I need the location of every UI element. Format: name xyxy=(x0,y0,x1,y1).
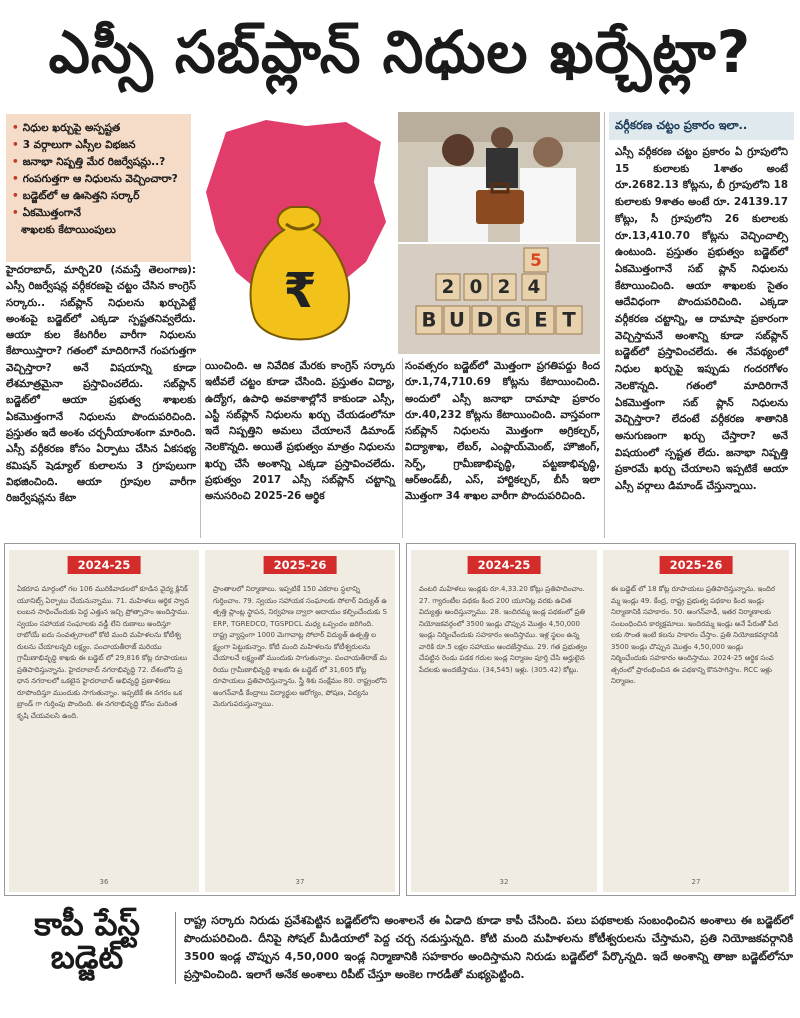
bullet-icon: • xyxy=(12,190,19,202)
budget-year-tag: 2025-26 xyxy=(264,556,337,574)
year-digit-block xyxy=(522,274,546,300)
article-column-3: సంవత్సరం బడ్జెట్‌లో మొత్తంగా ప్రగతిపద్దు కింద రూ.1,74,710.69 కోట్లను కేటాయించింది. అందులో ఎస్సీ జనాభా దామాషా ప్రకారం రూ.40,232 కోట్లను కేటాయించింది. వాస్తవంగా సబ్‌ప్లాన్ నిధులను మొత్తంగా అగ్రికల్చర్, విద్యాశాఖ, లేబర్, ఎంప్లాయ్‌మెంట్, హౌజింగ్, సెర్ప్, గ్రామీణాభివృద్ధి, పట్టణాభివృద్ధి, ఆర్అండ్‌బీ, ఎస్, హార్టికల్చర్, బీసీ ఇలా మొత్తంగా 34 శాఖల వారీగా పొందుపరిచింది. xyxy=(405,360,600,503)
budget-doc-page xyxy=(411,550,597,892)
budget-year-tag: 2024-25 xyxy=(68,556,141,574)
svg-text:0: 0 xyxy=(469,277,483,299)
page-number: 27 xyxy=(691,878,701,886)
budget-doc-comparison-left xyxy=(4,543,400,896)
page-number: 37 xyxy=(295,878,305,886)
bullet-icon: • xyxy=(12,173,19,185)
year-digit-block xyxy=(492,274,516,300)
bullet-icon: • xyxy=(12,207,19,219)
svg-text:U: U xyxy=(449,308,465,332)
budget-blocks-icon xyxy=(398,244,600,354)
budget-letter-block xyxy=(528,306,554,334)
key-point-continued xyxy=(12,222,185,239)
page-number: 36 xyxy=(99,878,109,886)
svg-text:B: B xyxy=(421,308,437,332)
budget-2025-blocks-image xyxy=(398,244,600,354)
article-column-1: హైదరాబాద్, మార్చి20 (నమస్తే తెలంగాణ): ఎస్సీ రిజర్వేషన్ల వర్గీకరణపై చట్టం చేసిన కాంగ్రెస్ సర్కారు.. సబ్‌ప్లాన్ నిధులను ఖర్చుపెట్టే అంశంపై బడ్జెట్‌లో ఎక్కడా స్పష్టతనివ్వలేదు. ఆయా కుల కేటగిరీల వారీగా నిధులను కేటాయిస్తారా? గతంలో మాదిరిగానే గంపగుత్తగా వెచ్చిస్తారా? అనే విషయాన్ని కూడా లేశమాత్రమైనా ప్రస్తావించలేదు. సబ్‌ప్లాన్ బడ్జెట్‌లో ఆయా ప్రభుత్వ శాఖలకు ఏకమొత్తంగానే నిధులను పొందుపరిచింది. ప్రస్తుతం ఇదే అంశం చర్చనీయాంశంగా మారింది. ఎస్సీ వర్గీకరణ కోసం ఏర్పాటు చేసిన ఏకసభ్య కమిషన్ షెడ్యూల్ కులాలను 3 గ్రూపులుగా విభజించింది. ఆయా గ్రూపుల వారీగా రిజర్వేషన్లను కేటా xyxy=(6,264,196,505)
key-point xyxy=(12,171,185,188)
key-point-text: బడ్జెట్‌లో ఆ ఊసెత్తని సర్కార్ xyxy=(22,190,140,202)
key-point xyxy=(12,120,185,137)
svg-text:2: 2 xyxy=(441,277,455,299)
bullet-icon: • xyxy=(12,139,19,151)
copy-paste-budget-title xyxy=(6,905,168,1008)
budget-letter-block xyxy=(444,306,470,334)
svg-text:5: 5 xyxy=(530,249,542,270)
article-column-2: యించింది. ఆ నివేదిక మేరకు కాంగ్రెస్ సర్కారు ఇటీవలే చట్టం కూడా చేసింది. ప్రస్తుతం విద్యా, ఉద్యోగ, ఉపాధి అవకాశాల్లోనే కాకుండా ఎస్సీ, ఎస్టీ సబ్‌ప్లాన్ నిధులను ఖర్చు చేయడంలోనూ ఇదే నిష్పత్తిని అమలు చేయాలనే డిమాండ్ నెలకొన్నది. అయితే ప్రభుత్వం మాత్రం నిధులను ఖర్చు చేసే అంశాన్ని ఎక్కడా ప్రస్తావించలేదు. ప్రభుత్వం 2017 ఎస్సీ సబ్‌ప్లాన్ చట్టాన్ని అనుసరించి 2025-26 ఆర్థిక xyxy=(205,360,395,503)
budget-letter-block xyxy=(472,306,498,334)
budget-doc-page xyxy=(603,550,789,892)
budget-letter-block xyxy=(556,306,582,334)
svg-text:4: 4 xyxy=(527,277,541,299)
key-point-text: శాఖలకు కేటాయింపులు xyxy=(21,224,116,236)
copy-paste-title-line: బడ్జెట్ xyxy=(50,938,124,976)
key-point-text: 3 వర్గాలుగా ఎస్సీల విభజన xyxy=(22,139,136,151)
column-divider xyxy=(604,112,605,538)
column-divider xyxy=(200,358,201,538)
budget-doc-text: వంటరి మహిళలు ఇండ్లకు రూ.4,33.20 కోట్లు ప్రతిపాదించాం. 27. గ్యారంటీల పథకం కింద 200 యూనిట్ల వరకు ఉచిత విద్యుత్తు అందిస్తున్నాము. 28. ఇందిరమ్మ ఇండ్ల పథకంలో ప్రతి నియోజకవర్గంలో 3500 ఇండ్లు చొప్పున మొత్తం 4,50,000 ఇండ్లు నిర్మించేందుకు సహకారం అందిస్తాము. ఇళ్ల స్థలం ఉన్న వారికి రూ.5 లక్షల సహాయం అందజేస్తాము. 29. గత ప్రభుత్వం చేపట్టిన రెండు పడక గదుల ఇండ్ల నిర్మాణం పూర్తి చేసి అర్హులైన పేదలకు అందజేస్తాము. (34,545) ఇళ్లు. (305.42) కోట్లు. xyxy=(419,585,588,674)
budget-doc-page xyxy=(9,550,199,892)
budget-doc-page xyxy=(205,550,395,892)
map-illustration-icon xyxy=(196,112,398,354)
year-digit-block xyxy=(464,274,488,300)
year-digit-block xyxy=(524,248,548,272)
key-points-box xyxy=(6,114,191,262)
key-point xyxy=(12,137,185,154)
leaders-budget-photo xyxy=(398,112,600,242)
svg-text:E: E xyxy=(534,308,548,332)
key-point-text: ఏకమొత్తంగానే xyxy=(22,207,81,219)
key-point-text: నిధుల ఖర్చుపై అస్పష్టత xyxy=(22,122,121,134)
bullet-icon: • xyxy=(12,156,19,168)
column-divider xyxy=(402,358,403,538)
telangana-map-money-bag-illustration xyxy=(196,112,398,354)
year-digit-block xyxy=(436,274,460,300)
copy-paste-budget-text: రాష్ట్ర సర్కారు నిరుడు ప్రవేశపెట్టిన బడ్జెట్‌లోని అంశాలనే ఈ ఏడాది కూడా కాపీ చేసింది. పలు పథకాలకు సంబంధించిన అంశాలు ఈ బడ్జెట్‌లో పొందుపరిచింది. దీనిపై సోషల్ మీడియాలో పెద్ద చర్చ నడుస్తున్నది. కోటి మంది మహిళలను కోటీశ్వరులను చేస్తామని, ప్రతి నియోజకవర్గానికి 3500 ఇండ్ల చొప్పున 4,50,000 ఇండ్ల నిర్మాణానికి సహకారం అందిస్తామని నిరుడు బడ్జెట్‌లో పేర్కొన్నది. ఇదే అంశాన్ని తాజా బడ్జెట్‌లోనూ ప్రస్తావించింది. ఇలాగే అనేక అంశాలు రిపీట్ చేస్తూ అంకెల గారడీతో మభ్యపెట్టింది. xyxy=(175,912,793,984)
sidebar-body: ఎస్సీ వర్గీకరణ చట్టం ప్రకారం ఏ గ్రూపులోని 15 కులాలకు 1శాతం అంటే రూ.2682.13 కోట్లను, బీ గ్రూపులోని 18 కులాలకు 9శాతం అంటే రూ. 24139.17 కోట్లు, సీ గ్రూపులోని 26 కులాలకు రూ.13,410.70 కోట్లను వెచ్చించాల్సి ఉంటుంది. ప్రస్తుతం ప్రభుత్వం బడ్జెట్‌లో ఏకమొత్తంగానే సబ్ ప్లాన్ నిధులను కేటాయించింది. ఆయా శాఖలకు సైతం ఆదేవిధంగా పొందుపరిచింది. ఎక్కడా వర్గీకరణ చట్టాన్ని, ఆ దామాషా ప్రకారంగా వెచ్చిస్తామనే అంశాన్ని కూడా సబ్‌ప్లాన్ బడ్జెట్‌లో ప్రస్తావించలేదు. ఈ నేపథ్యంలో నిధుల ఖర్చుపై ఇప్పుడు గందరగోళం నెలకొన్నది. గతంలో మాదిరిగానే ఏకమొత్తంగా సబ్ ప్లాన్ నిధులను వెచ్చిస్తారా? లేదంటే వర్గీకరణ శాతానికి అనుగుణంగా ఖర్చు చేస్తారా? అనే విషయంలో స్పష్టత లేదు. జనాభా నిష్పత్తి ప్రకారమే ఖర్చు చేయాలని ఇప్పటికే ఆయా ఎస్సీ వర్గాలు డిమాండ్ చేస్తున్నాయి. xyxy=(615,146,788,493)
key-point xyxy=(12,154,185,171)
svg-text:2: 2 xyxy=(497,277,511,299)
sidebar-title: వర్గీకరణ చట్టం ప్రకారం ఇలా.. xyxy=(609,112,794,140)
budget-year-tag: 2025-26 xyxy=(660,556,733,574)
budget-letter-block xyxy=(416,306,442,334)
svg-text:G: G xyxy=(504,308,522,332)
budget-doc-text: ప్రాంతాలలో నిర్మాణాలు. ఇప్పటికే 150 ఎకరాల స్థలాన్ని గుర్తించాం. 79. స్వయం సహాయక సంఘాలకు సోలార్ విద్యుత్ ఉత్పత్తి ప్లాంట్ల స్థాపన, నిర్వహణ ద్వారా ఆదాయం కల్పించేందుకు SERP, TGREDCO, TGSPDCL మధ్య ఒప్పందం జరిగింది. రాష్ట్ర వ్యాప్తంగా 1000 మెగావాట్ల సోలార్ విద్యుత్ ఉత్పత్తి లక్ష్యంగా పెట్టుకున్నాం. కోటి మంది మహిళలను కోటీశ్వరులను చేయాలనే లక్ష్యంతో ముందుకు సాగుతున్నాం. పంచాయతీరాజ్ మరియు గ్రామీణాభివృద్ధి శాఖకు ఈ బడ్జెట్ లో 31,605 కోట్ల రూపాయలు ప్రతిపాదిస్తున్నాను. స్త్రీ శిశు సంక్షేమం 80. రాష్ట్రంలోని అంగన్‌వాడీ కేంద్రాలు విద్యార్థుల ఆరోగ్యం, పోషణ, విద్యను మెరుగుపరుస్తున్నాయి. xyxy=(213,585,387,708)
bullet-icon: • xyxy=(12,122,19,134)
svg-text:D: D xyxy=(476,308,494,332)
svg-text:₹: ₹ xyxy=(283,263,317,319)
budget-doc-text: ఏకరూప మార్గంలో గల 106 మురికివాడలలో కూడిన వైద్య క్లినిక్ యూనిట్స్ ఏర్పాటు చేయనున్నాము. 71. మహిళలు ఆర్థిక స్వావలంబన సాధించేందుకు పెద్ద ఎత్తున ఇచ్చి ప్రోత్సాహం అందిస్తాము. స్వయం సహాయక సంఘాలకు వడ్డీ లేని రుణాలు అందిస్తూ రాబోయే ఐదు సంవత్సరాలలో కోటి మంది మహిళలను కోటీశ్వరులను చేయాలన్నది లక్ష్యం. పంచాయతీరాజ్ మరియు గ్రామీణాభివృద్ధి శాఖకు ఈ బడ్జెట్ లో 29,816 కోట్ల రూపాయలు ప్రతిపాదిస్తున్నాను. హైదరాబాద్ నగరాభివృద్ధి 72. దేశంలోని ప్రధాన నగరాలలో ఒకటైన హైదరాబాద్ అభివృద్ధి ప్రణాళికలు రూపొందిస్తూ ముందుకు సాగుతున్నాం. ఇప్పటికే ఈ నగరం ఒక బ్రాండ్ గా గుర్తింపు పొందింది. ఈ నగరాభివృద్ధి కోసం మరింత కృషి చేయవలసి ఉంది. xyxy=(17,585,190,720)
budget-year-tag: 2024-25 xyxy=(468,556,541,574)
budget-doc-comparison-right xyxy=(406,543,796,896)
leaders-photo-illustration-icon xyxy=(398,112,600,242)
page-number: 32 xyxy=(499,878,509,886)
key-point xyxy=(12,188,185,205)
svg-text:T: T xyxy=(562,308,576,332)
key-point-text: జనాభా నిష్పత్తి మేర రిజర్వేషన్లు..? xyxy=(22,156,166,168)
key-point xyxy=(12,205,185,222)
headline: ఎస్సీ సబ్‌ప్లాన్ నిధుల ఖర్చేట్లా? xyxy=(48,18,752,86)
classification-sidebar xyxy=(609,112,794,534)
copy-paste-title-line: కాపీ పేస్ట్ xyxy=(34,905,140,943)
budget-doc-text: ఈ బడ్జెట్ లో 18 కోట్ల రూపాయలు ప్రతిపాదిస్తున్నాను. ఇందిరమ్మ ఇండ్లు 49. కేంద్ర, రాష్ట్ర ప్రభుత్వ పథకాల కింద ఇండ్లు నిర్మాణానికి సహకారం. 50. అంగన్‌వాడీ, ఇతర నిర్మాణాలకు సంబంధించిన కార్యక్రమాలు. ఇందిరమ్మ ఇండ్లు అనే పేరుతో పేదలకు సొంత ఇంటి కలను సాకారం చేస్తాం. ప్రతి నియోజకవర్గానికి 3500 ఇండ్లు చొప్పున మొత్తం 4,50,000 ఇండ్లు నిర్మించేందుకు సహకారం అందిస్తాము. 2024-25 ఆర్థిక సంవత్సరంలో ప్రారంభించిన ఈ పథకాన్ని కొనసాగిస్తాం. RCC ఇళ్లు నిర్మాణం. xyxy=(611,585,779,685)
key-point-text: గంపగుత్తగా ఆ నిధులను వెచ్చించారా? xyxy=(22,173,178,185)
budget-letter-block xyxy=(500,306,526,334)
